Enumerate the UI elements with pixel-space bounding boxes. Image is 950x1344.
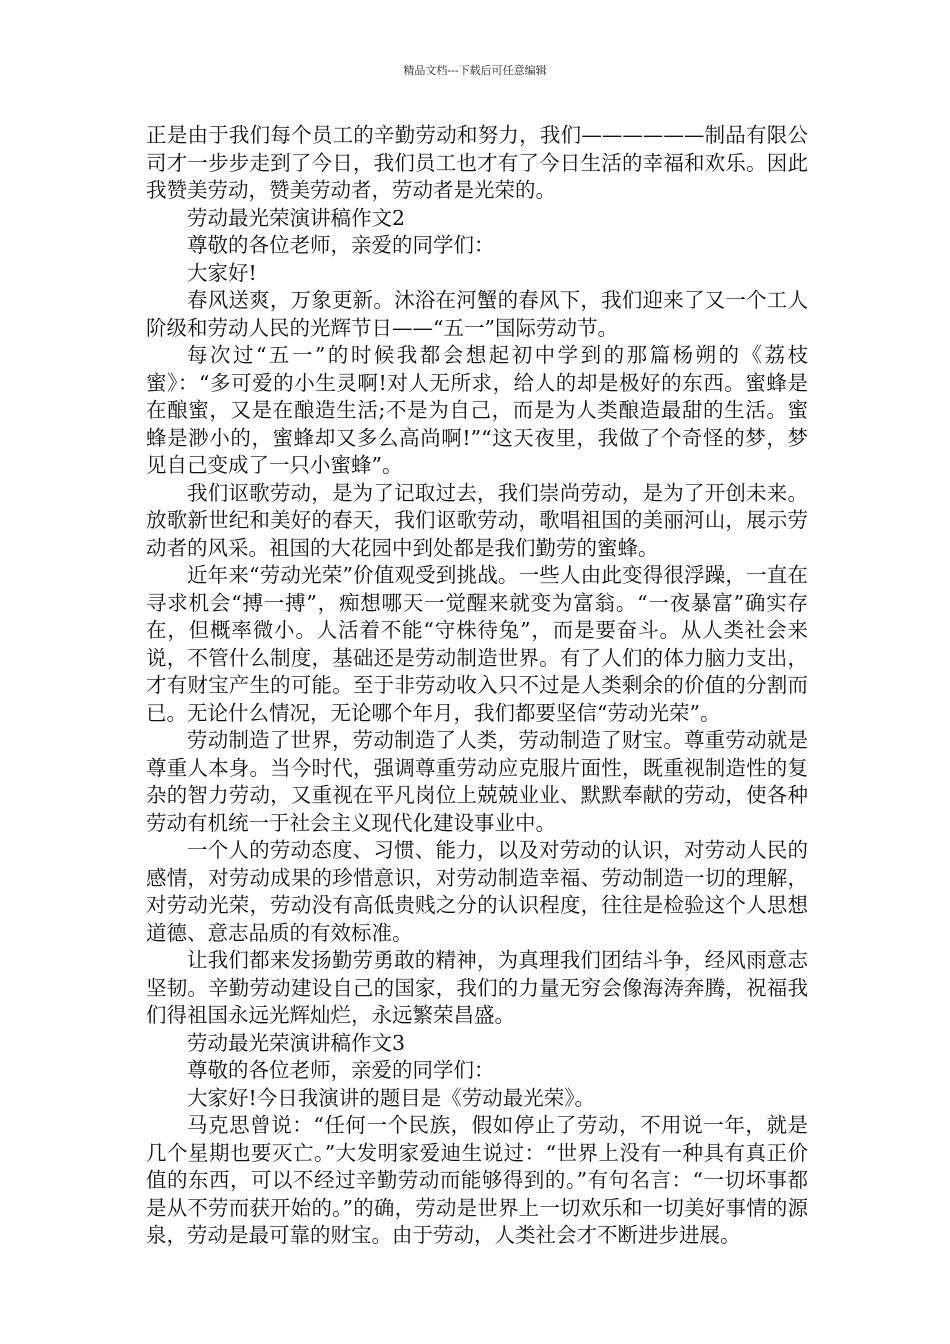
greeting: 大家好!今日我演讲的题目是《劳动最光荣》。 xyxy=(187,1085,595,1110)
salutation: 尊敬的各位老师，亲爱的同学们： xyxy=(187,1058,495,1082)
page-header: 精品文档---下载后可任意编辑 xyxy=(403,64,547,77)
paragraph: 每次过“五一”的时候我都会想起初中学到的那篇杨朔的《荔枝蜜》：“多可爱的小生灵啊!对人无所求，给人的却是极好的东西。蜜蜂是在酿蜜，又是在酿造生活;不是为自己，而是为人类酿造最甜的生活。蜜蜂是渺小的，蜜蜂却又多么高尚啊!”“这天夜里，我做了个奇怪的梦，梦见自己变成了一只小蜜蜂”。 xyxy=(146,343,808,477)
document-body xyxy=(146,122,808,1250)
paragraph: 让我们都来发扬勤劳勇敢的精神，为真理我们团结斗争，经风雨意志坚韧。辛勤劳动建设自己的国家，我们的力量无穷会像海涛奔腾，祝福我们得祖国永远光辉灿烂，永远繁荣昌盛。 xyxy=(146,948,808,1027)
paragraph: 劳动制造了世界，劳动制造了人类，劳动制造了财宝。尊重劳动就是尊重人本身。当今时代，强调尊重劳动应克服片面性，既重视制造性的复杂的智力劳动，又重视在平凡岗位上兢兢业业、默默奉献的劳动，使各种劳动有机统一于社会主义现代化建设事业中。 xyxy=(146,728,808,835)
paragraph: 春风送爽，万象更新。沐浴在河蟹的春风下，我们迎来了又一个工人阶级和劳动人民的光辉节日——“五一”国际劳动节。 xyxy=(146,288,808,340)
paragraph: 近年来“劳动光荣”价值观受到挑战。一些人由此变得很浮躁，一直在寻求机会“搏一搏”，痴想哪天一觉醒来就变为富翁。“一夜暴富”确实存在，但概率微小。人活着不能“守株待兔”，而是要奋斗。从人类社会来说，不管什么制度，基础还是劳动制造世界。有了人们的体力脑力支出，才有财宝产生的可能。至于非劳动收入只不过是人类剩余的价值的分割而已。无论什么情况，无论哪个年月，我们都要坚信“劳动光荣”。 xyxy=(146,563,808,725)
paragraph: 正是由于我们每个员工的辛勤劳动和努力，我们——————制品有限公司才一步步走到了今日，我们员工也才有了今日生活的幸福和欢乐。因此我赞美劳动，赞美劳动者，劳动者是光荣的。 xyxy=(146,123,808,202)
paragraph: 我们讴歌劳动，是为了记取过去，我们崇尚劳动，是为了开创未来。放歌新世纪和美好的春天，我们讴歌劳动，歌唱祖国的美丽河山，展示劳动者的风采。祖国的大花园中到处都是我们勤劳的蜜蜂。 xyxy=(146,480,808,560)
salutation: 尊敬的各位老师，亲爱的同学们： xyxy=(187,233,495,257)
section-heading: 劳动最光荣演讲稿作文2 xyxy=(187,205,406,230)
paragraph: 一个人的劳动态度、习惯、能力，以及对劳动的认识，对劳动人民的感情，对劳动成果的珍惜意识，对劳动制造幸福、劳动制造一切的理解，对劳动光荣，劳动没有高低贵贱之分的认识程度，往往是检验这个人思想道德、意志品质的有效标准。 xyxy=(146,838,808,945)
paragraph: 马克思曾说：“任何一个民族，假如停止了劳动，不用说一年，就是几个星期也要灭亡。”大发明家爱迪生说过：“世界上没有一种具有真正价值的东西，可以不经过辛勤劳动而能够得到的。”有句名言：“一切坏事都是从不劳而获开始的。”的确，劳动是世界上一切欢乐和一切美好事情的源泉，劳动是最可靠的财宝。由于劳动，人类社会才不断进步进展。 xyxy=(146,1113,808,1247)
section-heading: 劳动最光荣演讲稿作文3 xyxy=(187,1030,406,1055)
greeting: 大家好! xyxy=(187,260,257,285)
